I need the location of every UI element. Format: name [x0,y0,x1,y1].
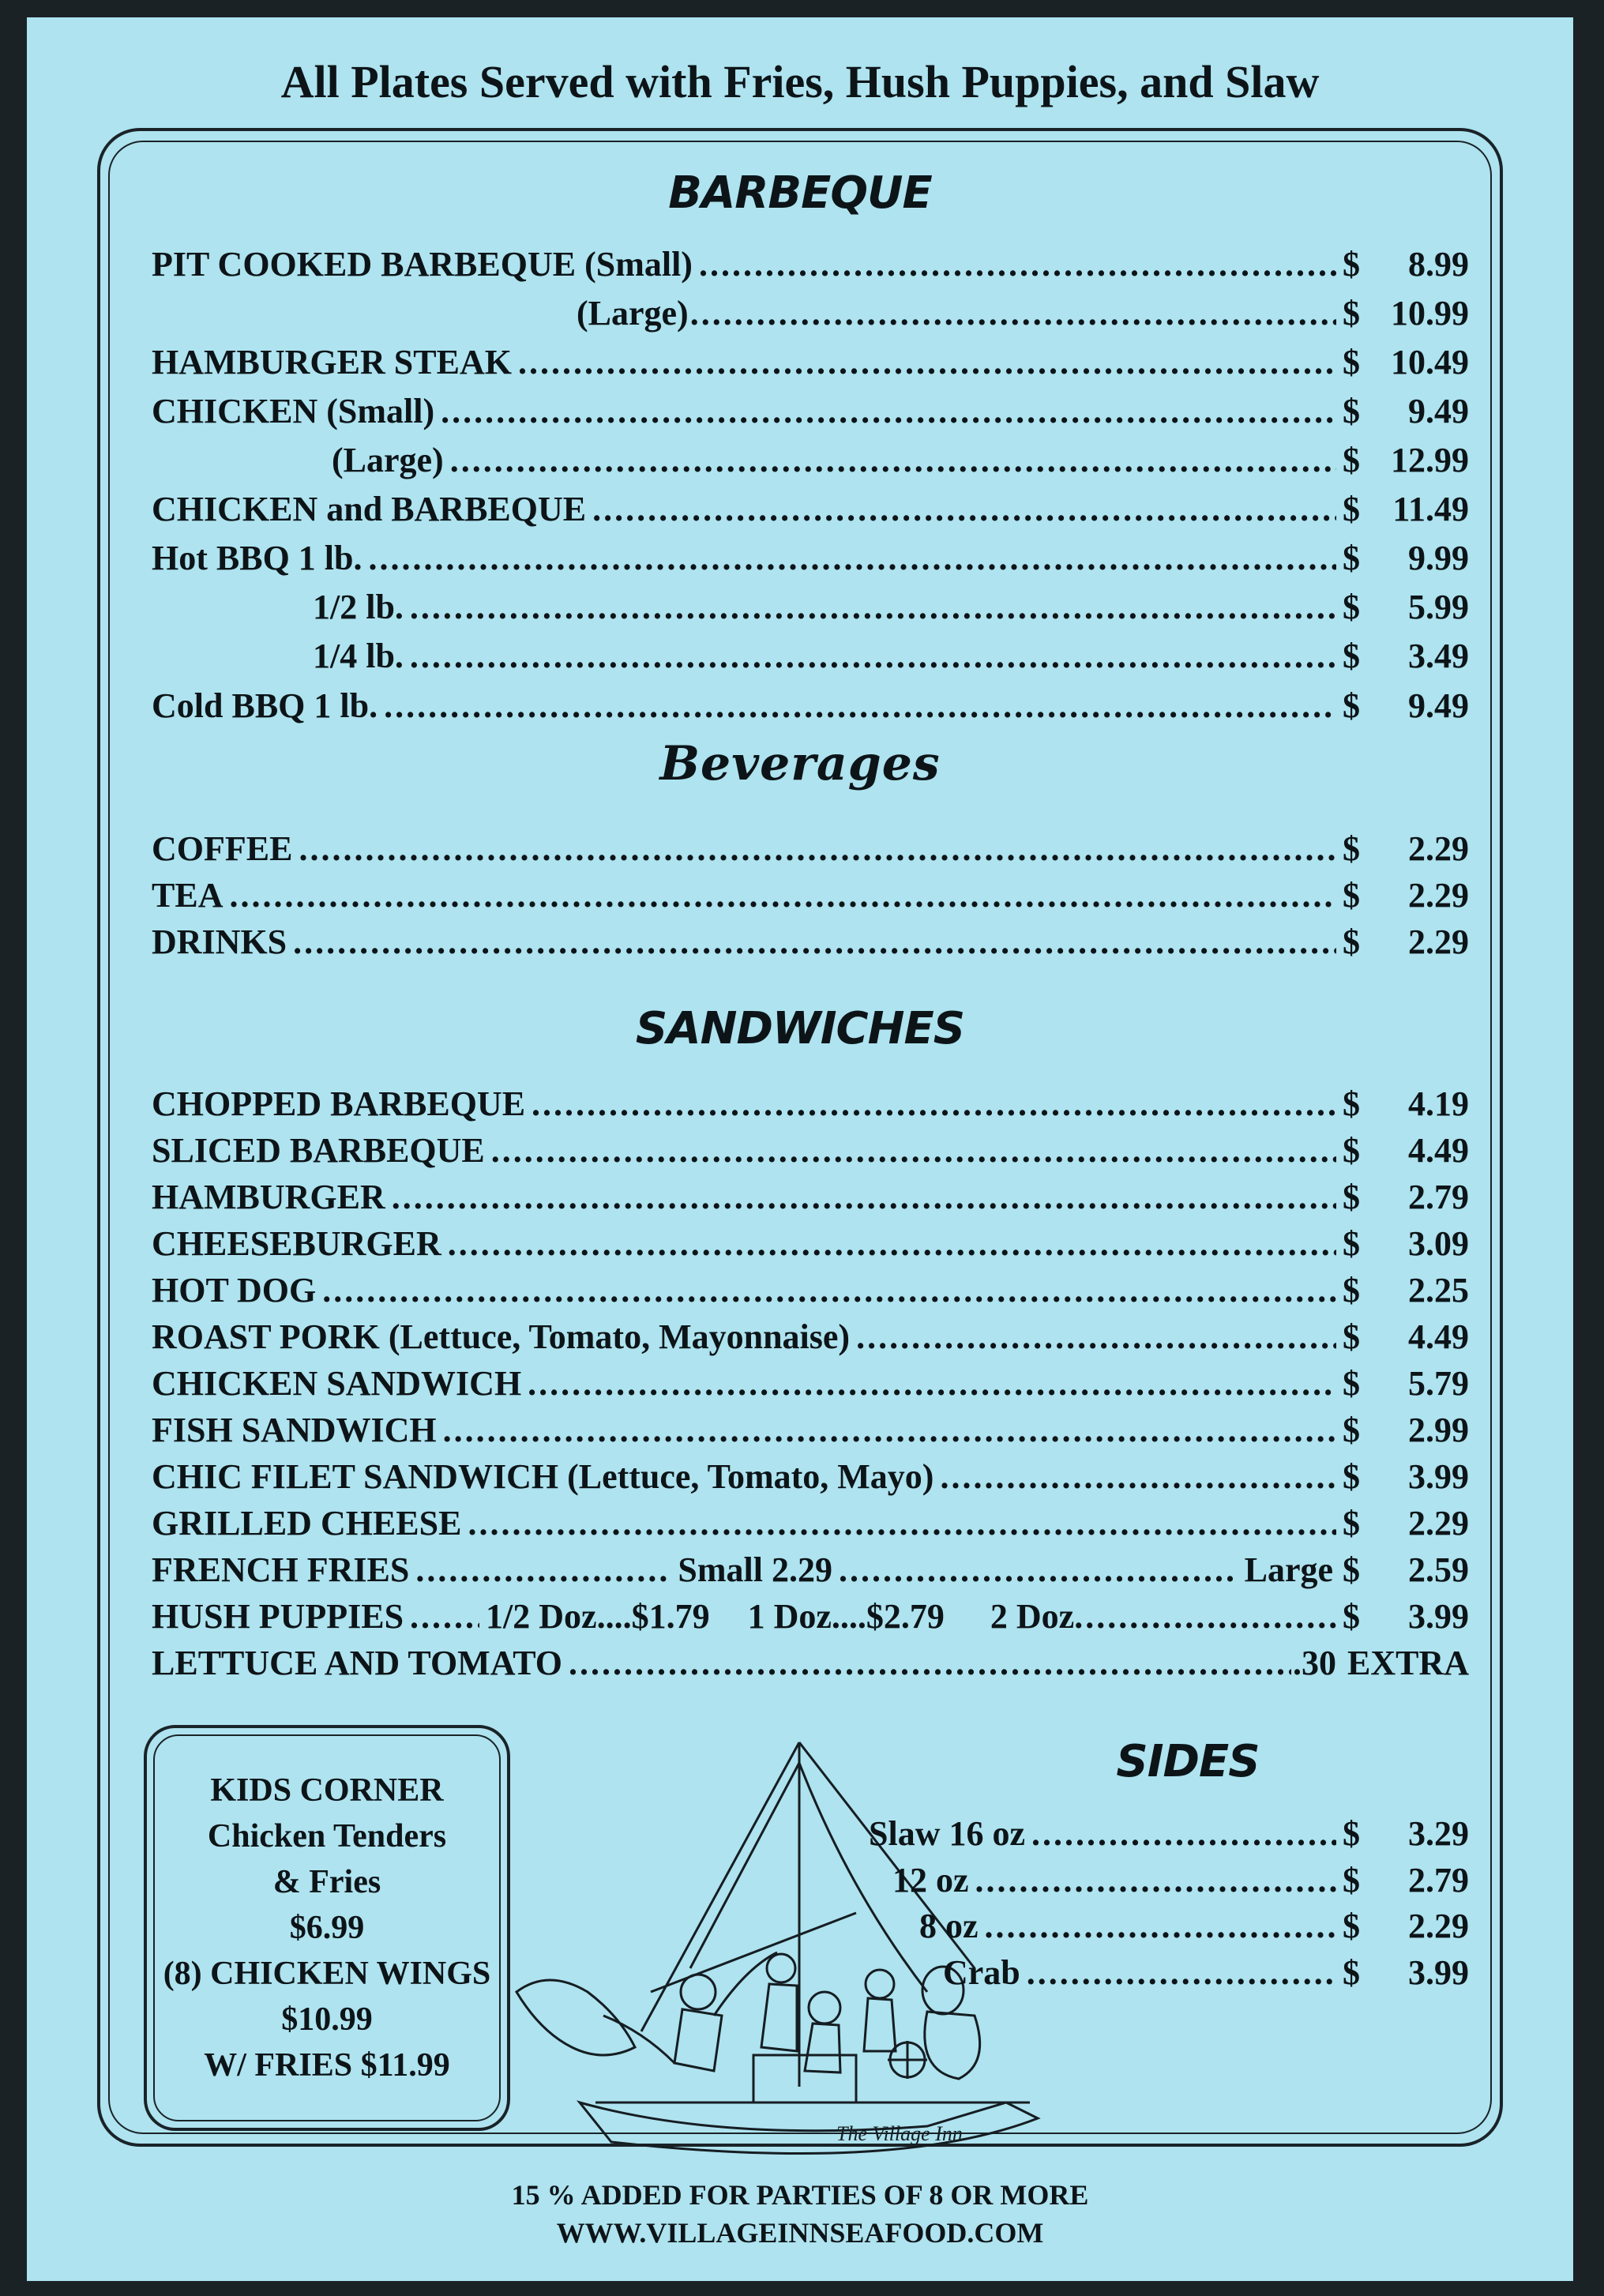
item-name: HAMBURGER STEAK [152,343,512,381]
sides-title: SIDES [1116,1736,1260,1787]
hush-puppies-half: 1/2 Doz....$1.79 [486,1597,710,1636]
menu-item [152,1177,1469,1221]
kids-corner-price: $6.99 [289,1910,365,1946]
menu-header: All Plates Served with Fries, Hush Puppies, and Slaw [280,56,1320,107]
item-price: .30 [1292,1644,1336,1682]
item-name: Crab [943,1953,1020,1992]
side-item [869,1813,1469,1858]
menu-item [152,1503,1469,1547]
barbeque-title: BARBEQUE [668,167,932,219]
menu-item [152,922,1469,966]
item-price: $ 2.29 [1343,1907,1469,1945]
menu-item [152,1270,1469,1314]
item-name: FRENCH FRIES [152,1550,410,1589]
menu-item-hush-puppies [152,1596,1469,1640]
hush-puppies-two: 2 Doz [990,1597,1075,1636]
item-price: $ 10.49 [1343,343,1469,381]
menu-item [152,1317,1469,1361]
kids-corner-price: $10.99 [281,2001,373,2038]
item-price: $ 8.99 [1343,245,1469,284]
side-item [943,1952,1469,1997]
menu-item [152,1084,1469,1128]
item-name: COFFEE [152,829,293,868]
item-name: TEA [152,876,224,915]
menu-item [152,489,1469,533]
item-name: CHICKEN (Small) [152,392,435,430]
item-name: Slaw 16 oz [869,1814,1025,1853]
hush-puppies-one: 1 Doz....$2.79 [747,1597,945,1636]
item-price: $ 11.49 [1343,490,1469,528]
item-price: $ 5.79 [1343,1364,1469,1403]
extra-label: EXTRA [1347,1644,1469,1682]
menu-item [152,587,1469,631]
menu-item [152,293,1469,337]
menu-item [152,636,1469,680]
menu-page [27,17,1573,2281]
item-price: $ 9.49 [1343,392,1469,430]
item-name: 8 oz [919,1907,979,1945]
footer-note: 15 % ADDED FOR PARTIES OF 8 OR MORE [511,2179,1089,2211]
french-fries-small: Small 2.29 [678,1550,832,1589]
side-item [919,1906,1469,1950]
kids-corner-line: Chicken Tenders [207,1818,447,1854]
item-price: $ 10.99 [1343,294,1469,333]
kids-corner-title: KIDS CORNER [210,1772,444,1809]
item-name: PIT COOKED BARBEQUE (Small) [152,245,693,284]
kids-corner-line: W/ FRIES $11.99 [204,2047,450,2084]
item-name: SLICED BARBEQUE [152,1131,485,1170]
illustration-caption: The Village Inn [836,2122,963,2145]
menu-item [152,875,1469,919]
item-price: $ 9.99 [1343,539,1469,577]
item-price: $ 4.49 [1343,1317,1469,1356]
item-price: $ 2.79 [1343,1178,1469,1216]
item-name: Hot BBQ 1 lb. [152,539,362,577]
item-price: $ 5.99 [1343,588,1469,626]
menu-item [152,686,1469,730]
item-name: HAMBURGER [152,1178,385,1216]
item-name: (Large) [577,294,689,333]
item-price: $ 2.29 [1343,1504,1469,1543]
item-price: $ 4.19 [1343,1084,1469,1123]
kids-corner-line: (8) CHICKEN WINGS [163,1956,491,1992]
item-price: $ 2.99 [1343,1411,1469,1449]
item-name: 1/4 lb. [313,637,404,675]
side-item [892,1860,1469,1904]
item-price: $ 2.25 [1343,1271,1469,1310]
item-price: $ 3.99 [1343,1953,1469,1992]
item-name: DRINKS [152,923,287,961]
item-price: $ 2.29 [1343,829,1469,868]
kids-corner-box [153,1734,501,2121]
item-name: CHICKEN SANDWICH [152,1364,522,1403]
item-name: ROAST PORK (Lettuce, Tomato, Mayonnaise) [152,1317,851,1356]
menu-item [152,829,1469,873]
item-name: Cold BBQ 1 lb. [152,686,378,725]
item-price: $ 2.29 [1343,923,1469,961]
menu-item [152,1456,1469,1501]
menu-item [152,244,1469,288]
menu-item [152,1410,1469,1454]
menu-item [152,1363,1469,1407]
menu-item-lettuce-tomato [152,1643,1469,1687]
menu-item [152,342,1469,386]
item-price: $ 3.99 [1343,1457,1469,1496]
item-price: $ 4.49 [1343,1131,1469,1170]
item-price: $ 12.99 [1343,441,1469,479]
item-price: $ 3.49 [1343,637,1469,675]
french-fries-large: Large [1244,1550,1333,1589]
menu-item [152,391,1469,435]
kids-corner-line: & Fries [272,1864,381,1900]
item-price: $ 3.09 [1343,1224,1469,1263]
item-price: $ 3.99 [1343,1597,1469,1636]
item-name: CHOPPED BARBEQUE [152,1084,526,1123]
beverages-title: Beverages [659,736,941,791]
item-name: CHEESEBURGER [152,1224,441,1263]
menu-item [152,440,1469,484]
menu-item [152,538,1469,582]
item-name: CHIC FILET SANDWICH (Lettuce, Tomato, Mayo) [152,1457,934,1496]
menu-item-french-fries [152,1550,1469,1594]
sandwiches-title: SANDWICHES [635,1003,965,1054]
item-price: $ 3.29 [1343,1814,1469,1853]
footer-website: WWW.VILLAGEINNSEAFOOD.COM [556,2217,1044,2249]
item-name: 12 oz [892,1861,969,1900]
item-price: $ 9.49 [1343,686,1469,725]
item-name: GRILLED CHEESE [152,1504,462,1543]
item-name: HOT DOG [152,1271,317,1310]
item-price: $ 2.59 [1343,1550,1469,1589]
item-name: LETTUCE AND TOMATO [152,1644,562,1682]
item-name: FISH SANDWICH [152,1411,437,1449]
menu-item [152,1223,1469,1268]
item-price: $ 2.79 [1343,1861,1469,1900]
item-name: CHICKEN and BARBEQUE [152,490,587,528]
item-name: HUSH PUPPIES [152,1597,404,1636]
item-name: 1/2 lb. [313,588,404,626]
item-price: $ 2.29 [1343,876,1469,915]
item-name: (Large) [332,441,444,479]
menu-item [152,1130,1469,1174]
